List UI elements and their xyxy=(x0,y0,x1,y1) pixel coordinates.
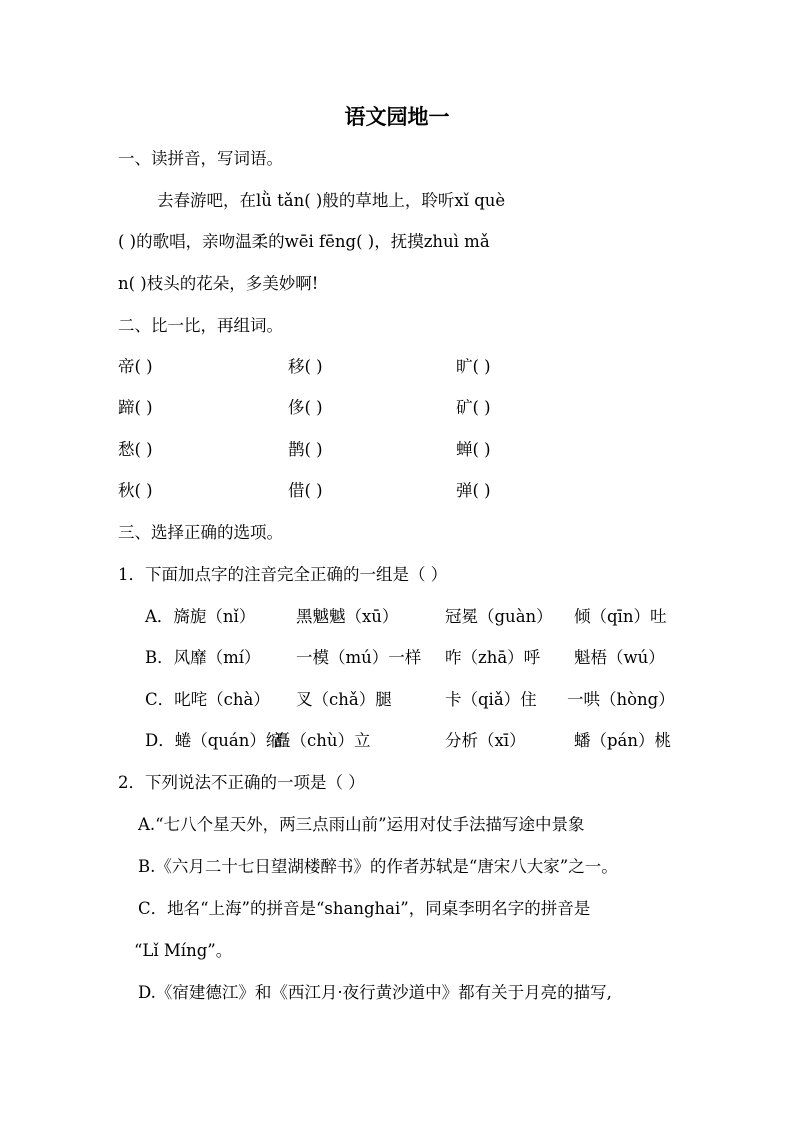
compare-cell: 侈( ) xyxy=(288,398,323,417)
section1-line3: n( )枝头的花朵，多美妙啊! xyxy=(118,274,319,293)
section3-heading: 三、选择正确的选项。 xyxy=(118,523,283,542)
section1-heading: 一、读拼音，写词语。 xyxy=(118,149,283,168)
q1-option-c-item: C．叱咤（chà） xyxy=(145,690,270,709)
section1-line2: ( )的歌唱，亲吻温柔的wēi fēng( )，抚摸zhuì mǎ xyxy=(118,232,490,251)
q1-option-d-item: 矗（chù）立 xyxy=(274,731,371,750)
q1-option-b-item: 魁梧（wú） xyxy=(574,648,665,667)
q2-option-c-line2: “Lǐ Míng”。 xyxy=(134,941,233,960)
q1-option-a-item: 倾（qīn）吐 xyxy=(574,607,667,626)
question2-stem: 2．下列说法不正确的一项是（ ） xyxy=(118,773,365,792)
compare-cell: 旷( ) xyxy=(456,357,491,376)
q1-option-d-item: 蟠（pán）桃 xyxy=(574,731,672,750)
compare-cell: 蹄( ) xyxy=(118,398,153,417)
q1-option-d-item: D．蜷（quán）缩 xyxy=(145,731,283,750)
question1-stem: 1．下面加点字的注音完全正确的一组是（ ） xyxy=(118,565,448,584)
q2-option-c-line1: C．地名“上海”的拼音是“shanghai”，同桌李明名字的拼音是 xyxy=(138,899,591,918)
compare-cell: 蝉( ) xyxy=(456,440,491,459)
q1-option-a-item: 冠冕（guàn） xyxy=(445,607,553,626)
compare-cell: 帝( ) xyxy=(118,357,153,376)
q1-option-b-item: B．风靡（mí） xyxy=(145,648,261,667)
compare-cell: 鹊( ) xyxy=(288,440,323,459)
compare-cell: 移( ) xyxy=(288,357,323,376)
compare-cell: 弹( ) xyxy=(456,481,491,500)
q1-option-c-item: 一哄（hòng） xyxy=(567,690,675,709)
section2-heading: 二、比一比，再组词。 xyxy=(118,316,283,335)
compare-cell: 借( ) xyxy=(288,481,323,500)
q2-option-b: B.《六月二十七日望湖楼醉书》的作者苏轼是“唐宋八大家”之一。 xyxy=(138,857,618,876)
compare-cell: 矿( ) xyxy=(456,398,491,417)
section1-line1: 去春游吧，在lǜ tǎn( )般的草地上，聆听xǐ què xyxy=(157,191,506,210)
page-title: 语文园地一 xyxy=(344,105,450,129)
q1-option-a-item: 黑魆魆（xū） xyxy=(296,607,399,626)
compare-cell: 愁( ) xyxy=(118,440,153,459)
q1-option-c-item: 卡（qiǎ）住 xyxy=(445,690,537,709)
q1-option-d-item: 分析（xī） xyxy=(445,731,526,750)
q1-option-b-item: 咋（zhā）呼 xyxy=(445,648,541,667)
q1-option-c-item: 叉（chǎ）腿 xyxy=(296,690,392,709)
compare-cell: 秋( ) xyxy=(118,481,153,500)
q2-option-d: D.《宿建德江》和《西江月·夜行黄沙道中》都有关于月亮的描写, xyxy=(138,983,612,1002)
q1-option-b-item: 一模（mú）一样 xyxy=(296,648,422,667)
q1-option-a-item: A．旖旎（nǐ） xyxy=(145,607,256,626)
q2-option-a: A.“七八个星天外，两三点雨山前”运用对仗手法描写途中景象 xyxy=(138,815,585,834)
